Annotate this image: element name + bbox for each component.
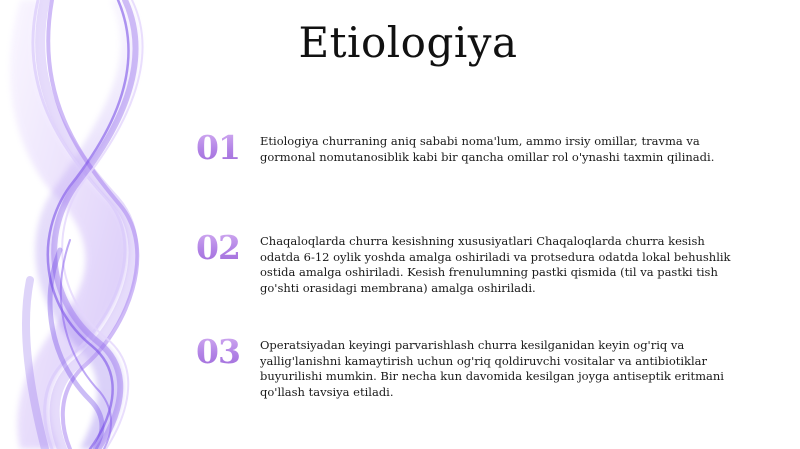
- item-text: Etiologiya churraning aniq sababi noma'lum, ammo irsiy omillar, travma va gormonal nomutanosiblik kabi bir qancha omillar rol o'ynashi taxmin qilinadi.: [260, 134, 715, 164]
- item-text: Operatsiyadan keyingi parvarishlash churra kesilganidan keyin og'riq va yallig'lanishni kamaytirish uchun og'riq qoldiruvchi vositalar va antibiotiklar buyurilishi mumkin. Bir necha kun davomida kesilgan joyga antiseptik eritmani qo'llash tavsiya etiladi.: [260, 338, 724, 399]
- item-number: 02: [196, 228, 252, 267]
- item-text: Chaqaloqlarda churra kesishning xususiyatlari Chaqaloqlarda churra kesish odatda 6-12 oylik yoshda amalga oshiriladi va protsedura odatda lokal behushlik ostida amalga oshiriladi. Kesish frenulumning pastki qismida (til va pastki tish go'shti orasidagi membrana) amalga oshiriladi.: [260, 234, 731, 295]
- item-number: 03: [196, 332, 252, 371]
- item-number: 01: [196, 128, 252, 167]
- decorative-ribbon-image: [0, 0, 230, 449]
- slide-title: Etiologiya: [298, 18, 518, 67]
